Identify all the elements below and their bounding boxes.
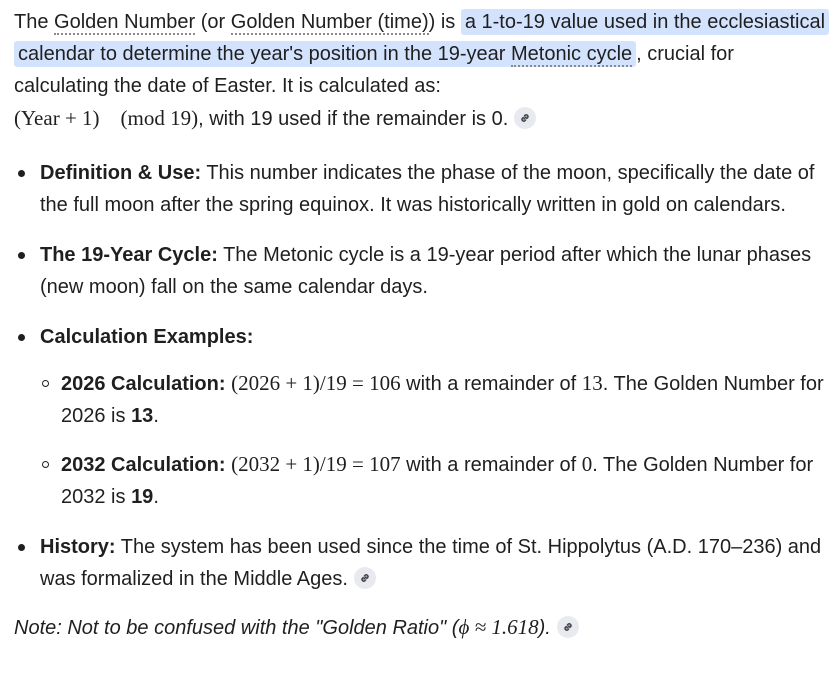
link-icon xyxy=(519,112,531,124)
sub-text: with a remainder of xyxy=(400,454,582,476)
highlight-text: a 1-to-19 value used in the ecclesiastical calendar to determine the year's position in the 19-year xyxy=(18,11,826,65)
link-icon xyxy=(359,572,371,584)
response-content xyxy=(14,6,826,644)
bullet-label: Calculation Examples: xyxy=(40,326,254,348)
sub-text: . xyxy=(153,405,159,427)
note-paragraph xyxy=(14,611,826,644)
remainder-value: 13 xyxy=(581,371,603,395)
result-value: 19 xyxy=(131,486,154,508)
sub-item-2026 xyxy=(40,367,826,432)
intro-text: (or xyxy=(195,11,231,33)
source-link-button[interactable] xyxy=(514,107,536,129)
result-value: 13 xyxy=(131,405,154,427)
bullet-label: History: xyxy=(40,536,116,558)
sub-label: 2026 Calculation: xyxy=(61,373,226,395)
source-link-button[interactable] xyxy=(557,616,579,638)
formula: (2032 + 1)/19 = 107 xyxy=(231,452,401,476)
intro-paragraph xyxy=(14,6,826,135)
bullet-text: The Metonic cycle is a 19-year period after which the lunar phases (new moon) fall on the same calendar days. xyxy=(40,244,812,298)
note-text: ). xyxy=(538,617,551,639)
list-item-history xyxy=(14,531,826,595)
note-text: Note: Not to be confused with the "Golden Ratio" ( xyxy=(14,617,459,639)
sub-text: with a remainder of xyxy=(400,373,582,395)
intro-text: The xyxy=(14,11,55,33)
term-link-metonic-cycle[interactable]: Metonic cycle xyxy=(511,43,633,65)
intro-text: ) is xyxy=(428,11,461,33)
sub-label: 2032 Calculation: xyxy=(61,454,226,476)
source-link-button[interactable] xyxy=(354,567,376,589)
sub-item-2032 xyxy=(40,448,826,513)
term-link-golden-number-time[interactable]: Golden Number (time) xyxy=(230,11,429,33)
sub-text: . The Golden Number for 2026 is xyxy=(61,373,824,427)
bullet-label: The 19-Year Cycle: xyxy=(40,244,218,266)
formula: (2026 + 1)/19 = 106 xyxy=(231,371,401,395)
sub-list xyxy=(40,367,826,513)
bullet-list xyxy=(14,157,826,595)
bullet-label: Definition & Use: xyxy=(40,162,202,184)
bullet-text: The system has been used since the time of St. Hippolytus (A.D. 170–236) and was formalized in the Middle Ages. xyxy=(40,536,822,590)
sub-text: . xyxy=(153,486,159,508)
term-link-golden-number[interactable]: Golden Number xyxy=(54,11,196,33)
link-icon xyxy=(562,621,574,633)
list-item-examples xyxy=(14,321,826,513)
formula: (Year + 1) (mod 19) xyxy=(14,106,199,130)
sub-text: . The Golden Number for 2032 is xyxy=(61,454,814,508)
formula: ϕ ≈ 1.618 xyxy=(458,615,539,639)
list-item-cycle xyxy=(14,239,826,303)
bullet-text: This number indicates the phase of the moon, specifically the date of the full moon after the spring equinox. It was historically written in gold on calendars. xyxy=(40,162,815,216)
intro-text: , with 19 used if the remainder is 0. xyxy=(198,108,509,130)
intro-text: , crucial for calculating the date of Easter. It is calculated as: xyxy=(14,43,734,97)
remainder-value: 0 xyxy=(581,452,593,476)
list-item-definition xyxy=(14,157,826,221)
